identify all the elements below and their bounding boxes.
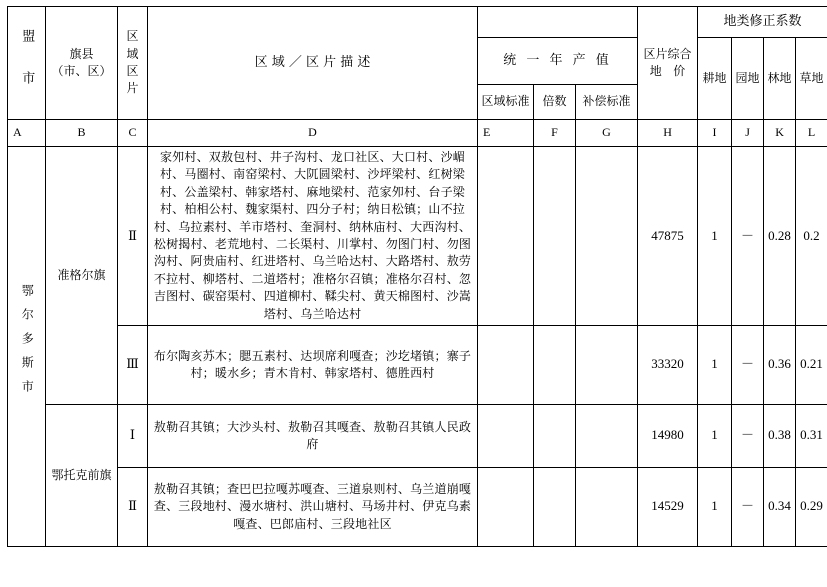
cell-buchang-biaozhun — [576, 147, 638, 326]
meng-shi-value: 鄂尔多斯市 — [18, 284, 35, 404]
cell-gengdi: 1 — [698, 147, 732, 326]
cell-buchang-biaozhun — [576, 404, 638, 467]
document-page — [0, 6, 827, 587]
header-row-1 — [8, 7, 827, 38]
cell-yuandi: － — [732, 325, 764, 404]
cell-gengdi: 1 — [698, 404, 732, 467]
cell-caodi: 0.29 — [796, 467, 827, 546]
header-buchang-biaozhun: 补偿标准 — [576, 85, 638, 120]
header-qixian-line2: （市、区） — [49, 63, 114, 80]
land-compensation-table — [7, 6, 827, 547]
cell-qixian: 鄂托克前旗 — [46, 404, 118, 546]
header-price-line1: 区片综合 — [641, 46, 694, 63]
letter-a: A — [8, 120, 46, 147]
cell-desc: 敖勒召其镇；大沙头村、敖勒召其嘎查、敖勒召其镇人民政府 — [148, 404, 478, 467]
header-price-line2: 地 价 — [641, 63, 694, 80]
header-desc: 区 域 ／ 区 片 描 述 — [148, 7, 478, 120]
cell-quyu-qupian: Ⅲ — [118, 325, 148, 404]
letter-l: L — [796, 120, 827, 147]
cell-caodi: 0.31 — [796, 404, 827, 467]
cell-qupian-price: 33320 — [638, 325, 698, 404]
letter-h: H — [638, 120, 698, 147]
cell-beishu — [534, 325, 576, 404]
letter-j: J — [732, 120, 764, 147]
letter-d: D — [148, 120, 478, 147]
table-row — [8, 404, 827, 467]
letter-e: E — [478, 120, 534, 147]
table-row — [8, 147, 827, 326]
header-quyu-biaozhun: 区域标准 — [478, 85, 534, 120]
cell-caodi: 0.21 — [796, 325, 827, 404]
header-quyu-line2: 区片 — [121, 63, 144, 98]
column-letter-row — [8, 120, 827, 147]
header-qixian — [46, 7, 118, 120]
header-qupian-price — [638, 7, 698, 120]
header-meng-shi — [8, 7, 46, 120]
letter-f: F — [534, 120, 576, 147]
cell-lindi: 0.36 — [764, 325, 796, 404]
letter-b: B — [46, 120, 118, 147]
cell-caodi: 0.2 — [796, 147, 827, 326]
cell-lindi: 0.28 — [764, 147, 796, 326]
cell-lindi: 0.38 — [764, 404, 796, 467]
cell-gengdi: 1 — [698, 467, 732, 546]
table-row — [8, 467, 827, 546]
cell-qupian-price: 14980 — [638, 404, 698, 467]
header-tongyi-chanzhi — [478, 7, 638, 38]
header-lindi: 林地 — [764, 38, 796, 120]
cell-qupian-price: 14529 — [638, 467, 698, 546]
cell-yuandi: － — [732, 467, 764, 546]
cell-yuandi: － — [732, 404, 764, 467]
cell-qixian: 准格尔旗 — [46, 147, 118, 405]
letter-k: K — [764, 120, 796, 147]
letter-i: I — [698, 120, 732, 147]
cell-buchang-biaozhun — [576, 467, 638, 546]
table-row — [8, 325, 827, 404]
cell-buchang-biaozhun — [576, 325, 638, 404]
header-yuandi: 园地 — [732, 38, 764, 120]
header-qixian-line1: 旗县 — [49, 46, 114, 63]
cell-quyu-qupian: Ⅱ — [118, 467, 148, 546]
cell-lindi: 0.34 — [764, 467, 796, 546]
letter-g: G — [576, 120, 638, 147]
cell-quyu-biaozhun — [478, 404, 534, 467]
cell-quyu-biaozhun — [478, 147, 534, 326]
cell-quyu-qupian: Ⅰ — [118, 404, 148, 467]
header-gengdi: 耕地 — [698, 38, 732, 120]
header-dilei-xiuzheng: 地类修正系数 — [698, 7, 827, 38]
cell-quyu-biaozhun — [478, 467, 534, 546]
header-quyu-line1: 区域 — [121, 28, 144, 63]
cell-desc: 家夘村、双敖包村、井子沟村、龙口社区、大口村、沙嵋村、马圈村、南窑梁村、大阢圆梁村、沙坪梁村、红树梁村、公盖梁村、韩家塔村、麻地梁村、范家夘村、台子梁村、柏相公村、魏家渠村、四分子村；纳日松镇；山不拉村、乌拉素村、羊市塔村、奎洞村、纳林庙村、大西沟村、松树揭村、老荒地村、二长渠村、川掌村、勿图门村、勿图沟村、阿贵庙村、红进塔村、乌兰哈达村、大路塔村、敖劳不拉村、柳塔村、二道塔村；准格尔召镇；准格尔召村、忽吉图村、碳窑渠村、四道柳村、鞣尖村、黄天棉图村、沙嵩塔村、乌兰哈达村 — [148, 147, 478, 326]
cell-gengdi: 1 — [698, 325, 732, 404]
cell-beishu — [534, 147, 576, 326]
header-meng-shi-label: 盟 市 — [19, 29, 35, 91]
cell-yuandi: － — [732, 147, 764, 326]
cell-beishu — [534, 467, 576, 546]
cell-beishu — [534, 404, 576, 467]
cell-desc: 敖勒召其镇；查巴巴拉嘎苏嘎查、三道泉则村、乌兰道崩嘎查、三段地村、漫水塘村、洪山塘村、马场井村、伊克乌素嘎查、巴郎庙村、三段地社区 — [148, 467, 478, 546]
header-tongyi-chanzhi-label: 统 一 年 产 值 — [478, 38, 638, 85]
header-beishu: 倍数 — [534, 85, 576, 120]
letter-c: C — [118, 120, 148, 147]
header-quyu-qupian — [118, 7, 148, 120]
cell-desc: 布尔陶亥苏木；腮五素村、达坝席利嘎查；沙圪堵镇；寨子村；暖水乡；青木肯村、韩家塔村、德胜西村 — [148, 325, 478, 404]
header-caodi: 草地 — [796, 38, 827, 120]
cell-meng-shi — [8, 147, 46, 547]
cell-quyu-qupian: Ⅱ — [118, 147, 148, 326]
cell-quyu-biaozhun — [478, 325, 534, 404]
cell-qupian-price: 47875 — [638, 147, 698, 326]
